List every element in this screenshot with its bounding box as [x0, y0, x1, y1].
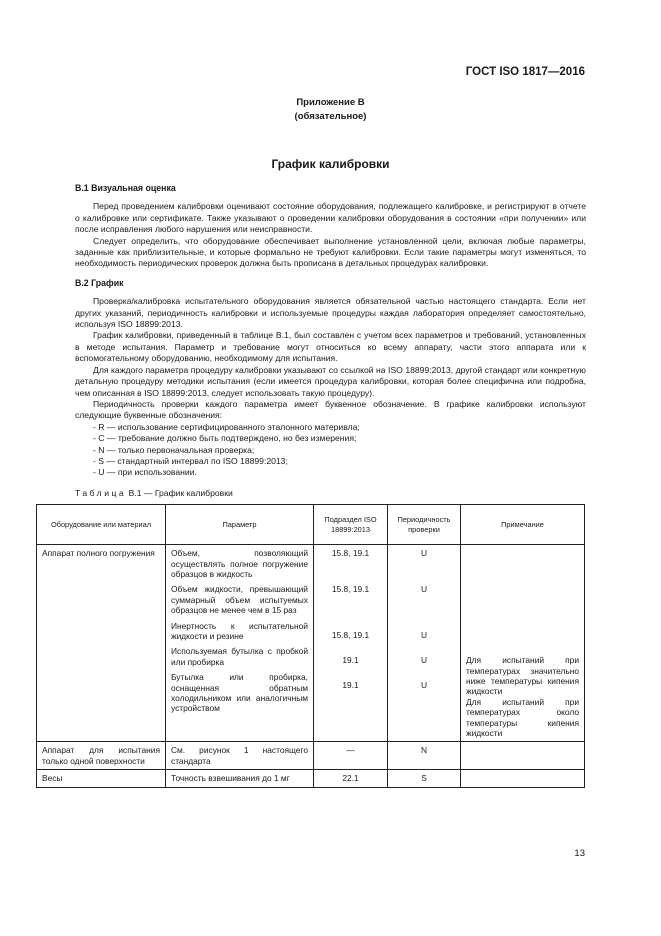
note-item: Для испытаний при температурах около температуры кипения жидкости — [466, 696, 579, 738]
cell-subsection: — — [314, 742, 388, 770]
cell-parameter: Точность взвешивания до 1 мг — [166, 770, 314, 787]
cell-subsection: 22.1 — [314, 770, 388, 787]
table-row — [37, 545, 585, 742]
table-row — [37, 770, 585, 787]
document-body — [42, 183, 586, 788]
header-subsection: Подраздел ISO 18899:2013 — [314, 505, 388, 545]
period-value: U — [420, 655, 428, 666]
parameter-item: Объем, позволяющий осуществлять полное погружение образцов в жидкость — [171, 548, 308, 579]
cell-parameter: См. рисунок 1 настоящего стандарта — [166, 742, 314, 770]
note-item: Для испытаний при температурах значительно ниже температуры кипения жидкости — [466, 655, 579, 697]
subsection-value: 15.8, 19.1 — [331, 548, 370, 559]
parameter-item: Инертность к испытательной жидкости и резине — [171, 620, 308, 641]
period-value: U — [420, 548, 428, 559]
period-value: U — [420, 680, 428, 691]
list-item: - S — стандартный интервал по ISO 18899:2013; — [93, 455, 288, 466]
subsection-value: 19.1 — [342, 680, 359, 691]
list-item: - С — требование должно быть подтверждено, но без измерения; — [93, 433, 357, 444]
list-item: - R — использование сертифицированного эталонного материвла; — [93, 421, 360, 432]
subsection-value: 19.1 — [342, 655, 359, 666]
parameter-item: Бутылка или пробирка, оснащенная обратным холодильником или аналогичным устройством — [171, 672, 308, 714]
paragraph: График калибровки, приведенный в таблице В.1, был составлен с учетом всех параметров и требований, установленных в методе испытания. Параметр и требование могут относиться ко всему аппарату, части этого аппарата или к вспомогательному оборудованию, необходимому для испытания. — [75, 330, 586, 364]
appendix-status: (обязательное) — [294, 111, 367, 122]
cell-periods — [388, 545, 461, 742]
cell-period: S — [388, 770, 461, 787]
paragraph: Следует определить, что оборудование обеспечивает выполнение установленной цели, включая любые параметры, заданные как приблизительные, и которые формально не требуют калибровки. Если такие параметры могут изменяться, то необходимость периодических проверок должна быть прописана в детальных процедурах калибровки. — [75, 235, 586, 269]
paragraph: Перед проведением калибровки оценивают состояние оборудования, подлежащего калибровке, и регистрируют в отчете о калибровке или сертификате. Также указывают о проведении калибровки оборудования в состоянии «при получении» или после исправления любого нарушения или неисправности. — [75, 201, 586, 235]
header-parameter: Параметр — [166, 505, 314, 545]
cell-note — [461, 770, 585, 787]
subsection-value: 15.8, 19.1 — [331, 630, 370, 641]
cell-parameters — [166, 545, 314, 742]
header-note: Примечание — [461, 505, 585, 545]
section-b1-heading: В.1 Визуальная оценка — [75, 183, 176, 193]
cell-period: N — [388, 742, 461, 770]
table-caption-prefix: Таблица — [75, 487, 127, 498]
cell-equipment: Аппарат полного погружения — [37, 545, 166, 742]
period-value: U — [420, 584, 428, 595]
document-code: ГОСТ ISO 1817—2016 — [465, 66, 585, 78]
table-header-row — [37, 505, 585, 545]
appendix-heading — [0, 96, 661, 124]
cell-equipment: Аппарат для испытания только одной поверхности — [37, 742, 166, 770]
calibration-table — [36, 504, 585, 787]
cell-equipment: Весы — [37, 770, 166, 787]
table-caption-title: В.1 — График калибровки — [126, 487, 233, 498]
page-title: График калибровки — [271, 157, 390, 171]
subsection-value: 15.8, 19.1 — [331, 584, 370, 595]
list-item: - N — только первоначальная проверка; — [93, 444, 255, 455]
list-item: - U — при использовании. — [93, 467, 197, 478]
paragraph: Для каждого параметра процедуру калибровки указывают со ссылкой на ISO 18899:2013, другой стандарт или конкретную детальную процедуру методики испытания (если имеется процедура калибровки, которая более специфична или подробна, чем описанная в ISO 18899:2013, следует использовать такую процедуру). — [75, 364, 586, 398]
header-period: Периодичность проверки — [388, 505, 461, 545]
period-value: U — [420, 630, 428, 641]
cell-notes — [461, 545, 585, 742]
paragraph: Проверка/калибровка испытательного оборудования является обязательной частью настоящего стандарта. Если нет других указаний, периодичность калибровки и используемые процедуры каждая лаборатория определяет самостоятельно, используя ISO 18899:2013. — [75, 296, 586, 330]
section-b2-heading: В.2 График — [75, 277, 124, 288]
cell-note — [461, 742, 585, 770]
appendix-title: Приложение В — [296, 97, 365, 108]
table-caption — [75, 488, 586, 499]
parameter-item: Используемая бутылка с пробкой или пробирка — [171, 646, 308, 667]
header-equipment: Оборудование или материал — [37, 505, 166, 545]
paragraph: Периодичность проверки каждого параметра имеет буквенное обозначение. В графике калибровки используют следующие буквенные обозначения: — [75, 398, 586, 421]
table-row — [37, 742, 585, 770]
page-number: 13 — [574, 848, 585, 859]
cell-subsections — [314, 545, 388, 742]
parameter-item: Объем жидкости, превышающий суммарный объем испытуемых образцов не менее чем в 15 раз — [171, 584, 308, 616]
